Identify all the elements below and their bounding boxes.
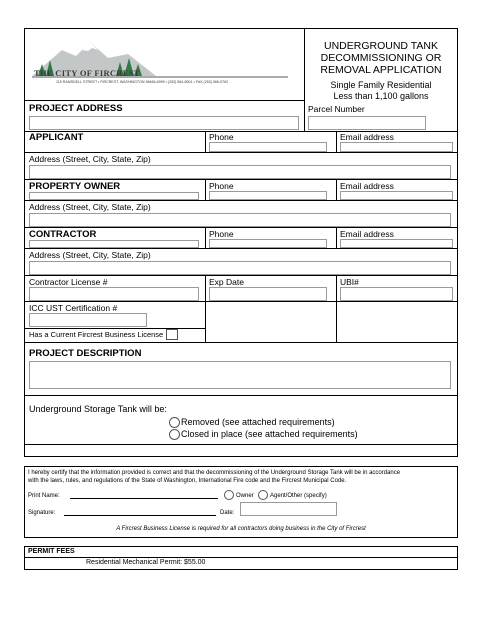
city-logo xyxy=(28,36,300,98)
divider xyxy=(205,131,206,152)
ubi-field[interactable] xyxy=(340,287,453,301)
icc-certification-label: ICC UST Certification # xyxy=(29,303,118,313)
contractor-phone-label: Phone xyxy=(209,229,234,239)
certification-statement-1: I hereby certify that the information provided is correct and that the decommissioning of the Underground Storage Tank will be in accordance xyxy=(28,470,401,476)
permit-fee-item: Residential Mechanical Permit: $55.00 xyxy=(86,559,206,566)
divider xyxy=(336,227,337,248)
applicant-phone-label: Phone xyxy=(209,132,234,142)
removed-radio[interactable] xyxy=(169,417,180,428)
owner-email-field[interactable] xyxy=(340,191,453,200)
business-license-notice: A Fircrest Business License is required for all contractors doing business in the City of Fircrest xyxy=(116,526,366,532)
project-description-heading: PROJECT DESCRIPTION xyxy=(29,348,142,359)
form-subtitle-2: Less than 1,100 gallons xyxy=(333,91,429,101)
business-license-label: Has a Current Fircrest Business License xyxy=(29,330,164,339)
contractor-license-field[interactable] xyxy=(29,287,199,301)
date-label: Date: xyxy=(220,510,235,516)
divider xyxy=(205,275,206,342)
signature-label: Signature: xyxy=(28,510,56,516)
contractor-license-label: Contractor License # xyxy=(29,277,108,287)
logo-city-name: THE CITY OF FIRCREST xyxy=(34,68,140,78)
contractor-heading: CONTRACTOR xyxy=(29,229,97,240)
divider xyxy=(24,100,305,101)
divider xyxy=(336,179,337,200)
divider xyxy=(24,328,206,329)
property-owner-heading: PROPERTY OWNER xyxy=(29,181,121,192)
applicant-address-field[interactable] xyxy=(29,165,451,179)
owner-option-label: Owner xyxy=(236,493,254,499)
mountain-logo-icon xyxy=(28,36,300,98)
owner-address-label: Address (Street, City, State, Zip) xyxy=(29,202,151,212)
logo-address: 115 RAMSDELL STREET • FIRCREST, WASHINGTON 98466-6999 • (253) 564-8901 • FAX (253) 566-0762 xyxy=(56,80,229,84)
certification-statement-2: with the laws, rules, and regulations of the State of Washington, International Fire code and the Fircrest Municipal Code. xyxy=(28,478,347,484)
permit-fees-section xyxy=(24,546,458,570)
owner-radio[interactable] xyxy=(224,490,234,500)
contractor-phone-field[interactable] xyxy=(209,239,327,248)
form-title: UNDERGROUND TANK DECOMMISSIONING OR REMOVAL APPLICATION xyxy=(320,40,442,76)
divider xyxy=(336,275,337,342)
divider xyxy=(24,152,458,153)
project-address-heading: PROJECT ADDRESS xyxy=(29,103,123,114)
divider xyxy=(24,342,458,343)
divider xyxy=(205,179,206,200)
owner-name-field[interactable] xyxy=(29,192,199,200)
divider xyxy=(24,444,458,445)
divider xyxy=(336,131,337,152)
contractor-address-label: Address (Street, City, State, Zip) xyxy=(29,250,151,260)
agent-option-label: Agent/Other (specify) xyxy=(270,493,327,499)
closed-option-label: Closed in place (see attached requirements) xyxy=(181,429,358,439)
owner-phone-label: Phone xyxy=(209,181,234,191)
agent-radio[interactable] xyxy=(258,490,268,500)
divider xyxy=(24,179,458,180)
divider xyxy=(24,395,458,396)
signature-line[interactable] xyxy=(64,515,216,516)
form-subtitle-1: Single Family Residential xyxy=(330,80,432,90)
contractor-email-field[interactable] xyxy=(340,239,453,248)
applicant-heading: APPLICANT xyxy=(29,132,84,143)
project-address-field[interactable] xyxy=(29,116,299,130)
agent-specify-field[interactable] xyxy=(240,502,337,516)
header-divider xyxy=(304,28,305,131)
divider xyxy=(24,557,458,558)
print-name-label: Print Name: xyxy=(28,493,60,499)
contractor-address-field[interactable] xyxy=(29,261,451,275)
permit-fees-heading: PERMIT FEES xyxy=(28,548,75,555)
divider xyxy=(24,200,458,201)
divider xyxy=(205,227,206,248)
divider xyxy=(24,301,458,302)
ubi-label: UBI# xyxy=(340,277,359,287)
owner-phone-field[interactable] xyxy=(209,191,327,200)
closed-in-place-radio[interactable] xyxy=(169,429,180,440)
applicant-email-field[interactable] xyxy=(340,142,453,152)
contractor-name-field[interactable] xyxy=(29,240,199,248)
divider xyxy=(24,227,458,228)
applicant-email-label: Email address xyxy=(340,132,394,142)
applicant-address-label: Address (Street, City, State, Zip) xyxy=(29,154,151,164)
icc-certification-field[interactable] xyxy=(29,313,147,327)
print-name-line[interactable] xyxy=(70,498,218,499)
parcel-number-field[interactable] xyxy=(308,116,426,130)
applicant-phone-field[interactable] xyxy=(209,142,327,152)
owner-address-field[interactable] xyxy=(29,213,451,227)
owner-email-label: Email address xyxy=(340,181,394,191)
exp-date-field[interactable] xyxy=(209,287,327,301)
contractor-email-label: Email address xyxy=(340,229,394,239)
exp-date-label: Exp Date xyxy=(209,277,244,287)
tank-question: Underground Storage Tank will be: xyxy=(29,404,167,414)
project-description-field[interactable] xyxy=(29,361,451,389)
divider xyxy=(24,275,458,276)
business-license-checkbox[interactable] xyxy=(166,329,178,340)
removed-option-label: Removed (see attached requirements) xyxy=(181,417,335,427)
parcel-number-label: Parcel Number xyxy=(308,104,365,114)
divider xyxy=(24,248,458,249)
